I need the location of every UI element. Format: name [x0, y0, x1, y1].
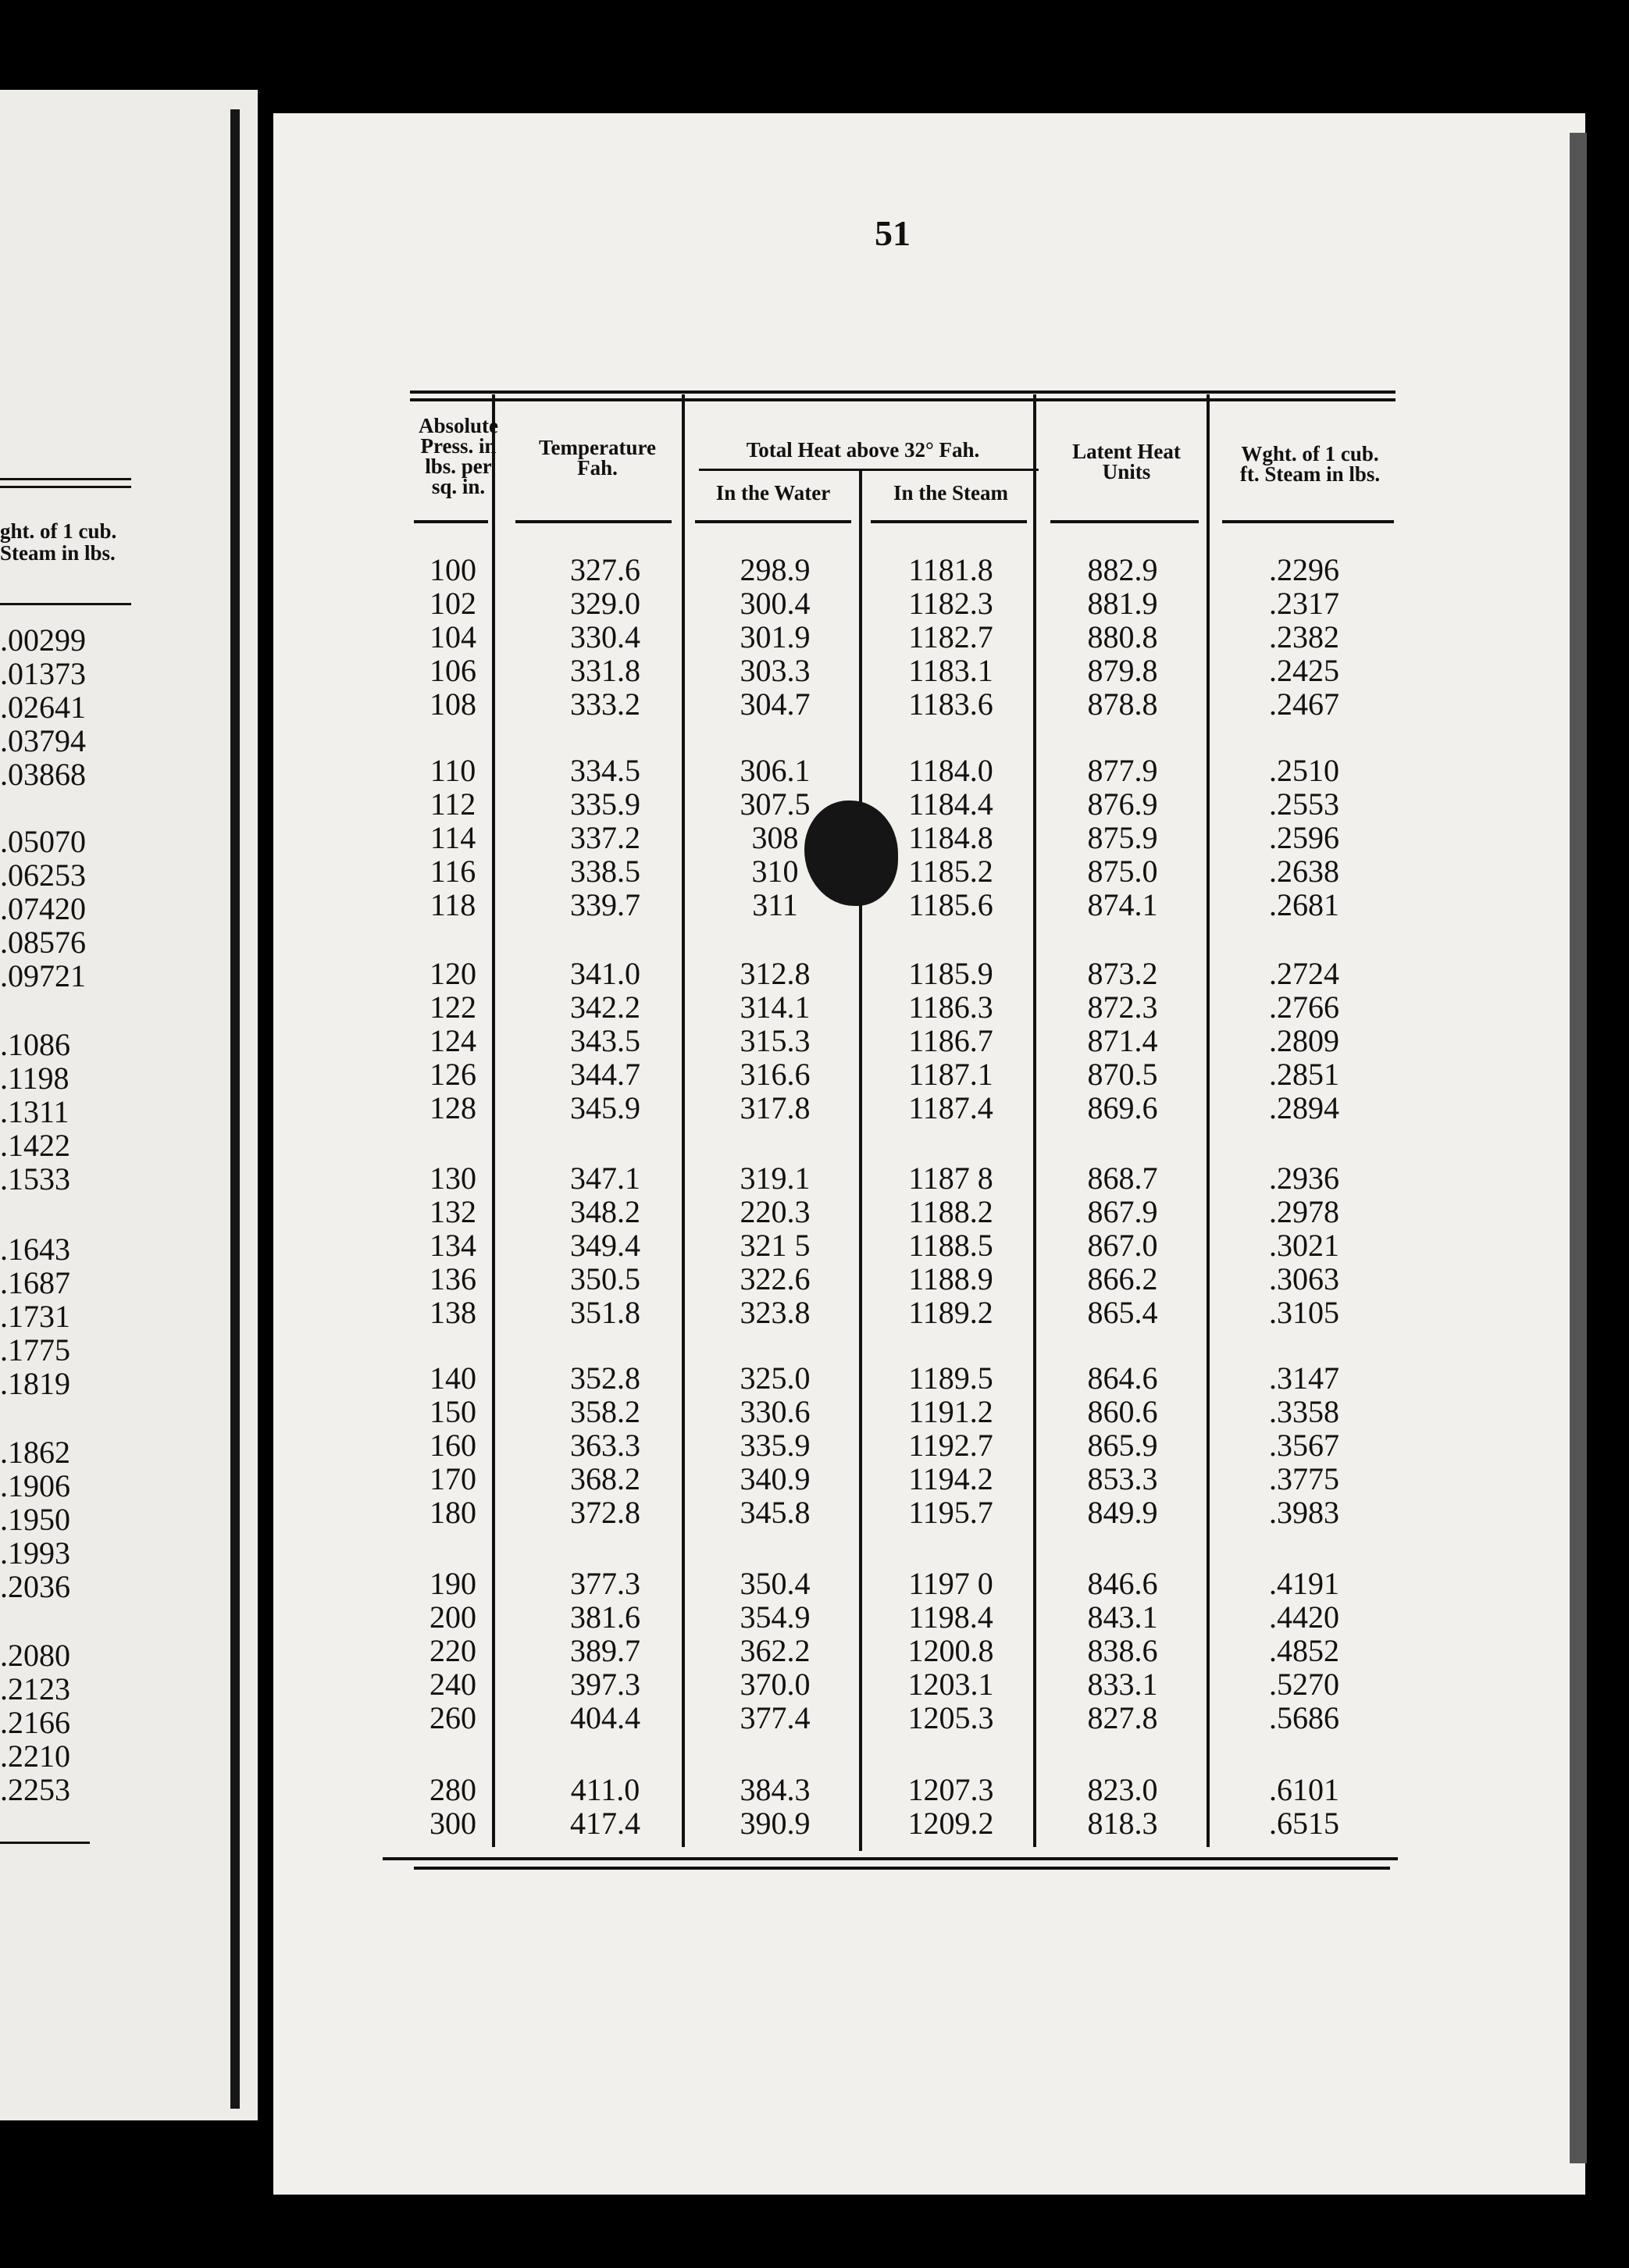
table-cell: 130 — [430, 1161, 476, 1196]
left-value: .2253 — [0, 1772, 70, 1807]
table-cell: 339.7 — [570, 887, 640, 922]
table-cell: .2296 — [1269, 552, 1339, 587]
left-column-header: ght. of 1 cub. Steam in lbs. — [0, 519, 117, 565]
left-value: .1687 — [0, 1265, 70, 1300]
table-cell: 340.9 — [740, 1461, 811, 1496]
header-underline — [414, 520, 488, 523]
table-cell: 870.5 — [1087, 1057, 1158, 1092]
table-cell: 1189.5 — [908, 1360, 993, 1396]
table-cell: .5686 — [1269, 1700, 1339, 1735]
table-cell: 397.3 — [570, 1667, 640, 1702]
table-cell: 150 — [430, 1394, 476, 1429]
table-cell: 1182.7 — [908, 619, 993, 654]
table-cell: 869.6 — [1087, 1090, 1158, 1125]
left-value: .03794 — [0, 723, 86, 758]
table-cell: 1188.2 — [908, 1194, 993, 1229]
table-cell: 823.0 — [1087, 1772, 1158, 1807]
table-cell: .2467 — [1269, 686, 1339, 722]
table-cell: 827.8 — [1087, 1700, 1158, 1735]
table-cell: .3105 — [1269, 1295, 1339, 1330]
table-cell: 220 — [430, 1633, 476, 1668]
table-cell: .2766 — [1269, 990, 1339, 1025]
table-cell: 868.7 — [1087, 1161, 1158, 1196]
table-cell: 345.9 — [570, 1090, 640, 1125]
left-value: .08576 — [0, 925, 86, 960]
table-cell: 1203.1 — [907, 1667, 994, 1702]
table-cell: 865.9 — [1087, 1428, 1158, 1463]
table-cell: 1181.8 — [908, 552, 993, 587]
table-cell: 315.3 — [740, 1023, 811, 1058]
left-value: .1086 — [0, 1027, 70, 1062]
table-cell: 301.9 — [740, 619, 811, 654]
table-cell: 865.4 — [1087, 1295, 1158, 1330]
header-total-heat: Total Heat above 32° Fah. — [746, 438, 980, 462]
table-cell: 124 — [430, 1023, 476, 1058]
table-cell: 311 — [752, 887, 798, 922]
table-cell: 308 — [751, 820, 799, 855]
table-cell: .3021 — [1269, 1228, 1339, 1263]
table-cell: 140 — [430, 1360, 476, 1396]
table-cell: 347.1 — [570, 1161, 640, 1196]
table-cell: 349.4 — [570, 1228, 640, 1263]
table-cell: 1184.0 — [908, 753, 993, 788]
table-cell: 319.1 — [740, 1161, 811, 1196]
table-cell: 871.4 — [1087, 1023, 1158, 1058]
table-cell: 372.8 — [570, 1495, 640, 1530]
left-value: .1311 — [0, 1094, 70, 1129]
header-underline — [1050, 520, 1199, 523]
table-cell: .2317 — [1269, 586, 1339, 621]
table-cell: 872.3 — [1087, 990, 1158, 1025]
table-cell: 352.8 — [570, 1360, 640, 1396]
left-value: .1950 — [0, 1502, 70, 1537]
table-cell: 335.9 — [740, 1428, 811, 1463]
left-value: .1993 — [0, 1535, 70, 1571]
table-cell: 846.6 — [1087, 1566, 1158, 1601]
table-cell: 1188.5 — [908, 1228, 993, 1263]
table-cell: 362.2 — [740, 1633, 811, 1668]
table-cell: 200 — [430, 1599, 476, 1635]
table-cell: 298.9 — [740, 552, 811, 587]
table-cell: 878.8 — [1087, 686, 1158, 722]
table-cell: .4420 — [1269, 1599, 1339, 1635]
left-value: .1643 — [0, 1232, 70, 1267]
table-cell: .4191 — [1269, 1566, 1339, 1601]
total-heat-subrule — [699, 469, 1039, 471]
table-cell: 180 — [430, 1495, 476, 1530]
header-underline — [515, 520, 672, 523]
table-cell: 1197 0 — [908, 1566, 993, 1601]
table-cell: 330.6 — [740, 1394, 811, 1429]
table-top-rule — [410, 390, 1396, 394]
table-cell: 122 — [430, 990, 476, 1025]
table-cell: 358.2 — [570, 1394, 640, 1429]
table-cell: 1191.2 — [908, 1394, 993, 1429]
left-value: .1819 — [0, 1366, 70, 1401]
table-cell: 1187.1 — [908, 1057, 993, 1092]
table-cell: 1205.3 — [907, 1700, 994, 1735]
table-cell: 132 — [430, 1194, 476, 1229]
table-cell: 833.1 — [1087, 1667, 1158, 1702]
left-value: .1533 — [0, 1161, 70, 1196]
table-cell: 116 — [430, 854, 476, 889]
column-rule — [492, 394, 495, 1847]
table-cell: 104 — [430, 619, 476, 654]
table-cell: 843.1 — [1087, 1599, 1158, 1635]
table-cell: 1192.7 — [908, 1428, 993, 1463]
table-cell: 330.4 — [570, 619, 640, 654]
table-cell: 882.9 — [1087, 552, 1158, 587]
table-cell: 343.5 — [570, 1023, 640, 1058]
table-cell: 876.9 — [1087, 786, 1158, 822]
left-value: .2166 — [0, 1705, 70, 1740]
table-cell: 370.0 — [740, 1667, 811, 1702]
left-value: .03868 — [0, 757, 86, 792]
table-cell: 335.9 — [570, 786, 640, 822]
table-cell: .2596 — [1269, 820, 1339, 855]
table-cell: 120 — [430, 956, 476, 991]
column-rule — [1033, 394, 1036, 1847]
table-cell: 874.1 — [1087, 887, 1158, 922]
table-cell: 404.4 — [570, 1700, 640, 1735]
header-latent-heat: Latent Heat Units — [1072, 440, 1181, 483]
table-top-rule — [410, 398, 1396, 401]
table-cell: .2809 — [1269, 1023, 1339, 1058]
table-cell: 337.2 — [570, 820, 640, 855]
left-value: .2123 — [0, 1671, 70, 1706]
table-cell: 345.8 — [740, 1495, 811, 1530]
page-edge — [1570, 133, 1587, 2163]
book-binding — [230, 109, 240, 2109]
table-cell: 102 — [430, 586, 476, 621]
table-bottom-rule — [383, 1857, 1398, 1860]
column-rule — [682, 394, 685, 1847]
table-cell: 381.6 — [570, 1599, 640, 1635]
table-cell: 875.0 — [1087, 854, 1158, 889]
left-value: .1906 — [0, 1468, 70, 1503]
left-table-rule — [0, 478, 131, 480]
table-cell: 411.0 — [570, 1772, 640, 1807]
table-cell: 110 — [430, 753, 476, 788]
table-cell: 329.0 — [570, 586, 640, 621]
header-underline — [871, 520, 1027, 523]
left-value: .1731 — [0, 1299, 70, 1334]
table-cell: 100 — [430, 552, 476, 587]
table-cell: .2894 — [1269, 1090, 1339, 1125]
left-value: .01373 — [0, 656, 86, 691]
table-cell: 1182.3 — [908, 586, 993, 621]
table-cell: 417.4 — [570, 1806, 640, 1841]
header-in-steam: In the Steam — [893, 481, 1008, 505]
left-value: .1862 — [0, 1435, 70, 1470]
table-cell: 1209.2 — [907, 1806, 994, 1841]
table-cell: .2382 — [1269, 619, 1339, 654]
table-cell: .3567 — [1269, 1428, 1339, 1463]
table-cell: 390.9 — [740, 1806, 811, 1841]
table-cell: 220.3 — [740, 1194, 811, 1229]
table-cell: 114 — [430, 820, 476, 855]
header-in-water: In the Water — [715, 481, 831, 505]
table-cell: .2553 — [1269, 786, 1339, 822]
table-cell: 867.9 — [1087, 1194, 1158, 1229]
table-cell: .4852 — [1269, 1633, 1339, 1668]
left-value: .05070 — [0, 824, 86, 859]
table-cell: 873.2 — [1087, 956, 1158, 991]
header-temperature: Temperature Fah. — [539, 436, 656, 480]
table-cell: 134 — [430, 1228, 476, 1263]
table-cell: 867.0 — [1087, 1228, 1158, 1263]
table-cell: .3983 — [1269, 1495, 1339, 1530]
table-bottom-rule — [414, 1867, 1390, 1870]
table-cell: 1187.4 — [908, 1090, 993, 1125]
left-value: .00299 — [0, 622, 86, 658]
table-cell: .2638 — [1269, 854, 1339, 889]
table-cell: 1200.8 — [907, 1633, 994, 1668]
table-cell: 304.7 — [740, 686, 811, 722]
table-cell: 314.1 — [740, 990, 811, 1025]
table-cell: 881.9 — [1087, 586, 1158, 621]
table-cell: 350.4 — [740, 1566, 811, 1601]
table-cell: 864.6 — [1087, 1360, 1158, 1396]
table-cell: 1195.7 — [908, 1495, 993, 1530]
table-cell: 860.6 — [1087, 1394, 1158, 1429]
table-cell: 323.8 — [740, 1295, 811, 1330]
table-cell: 325.0 — [740, 1360, 811, 1396]
table-cell: .3147 — [1269, 1360, 1339, 1396]
table-cell: 136 — [430, 1261, 476, 1296]
table-cell: 1185.2 — [908, 854, 993, 889]
table-cell: 342.2 — [570, 990, 640, 1025]
table-cell: .3063 — [1269, 1261, 1339, 1296]
table-cell: .6101 — [1269, 1772, 1339, 1807]
table-cell: 1194.2 — [908, 1461, 993, 1496]
table-cell: 334.5 — [570, 753, 640, 788]
table-cell: .6515 — [1269, 1806, 1339, 1841]
table-cell: 307.5 — [740, 786, 811, 822]
table-cell: 1186.3 — [908, 990, 993, 1025]
table-cell: .3775 — [1269, 1461, 1339, 1496]
table-cell: 853.3 — [1087, 1461, 1158, 1496]
table-cell: 351.8 — [570, 1295, 640, 1330]
table-cell: .2851 — [1269, 1057, 1339, 1092]
table-cell: .5270 — [1269, 1667, 1339, 1702]
table-cell: .3358 — [1269, 1394, 1339, 1429]
table-cell: .2936 — [1269, 1161, 1339, 1196]
table-cell: 350.5 — [570, 1261, 640, 1296]
table-cell: 160 — [430, 1428, 476, 1463]
header-pressure: Absolute Press. in lbs. per sq. in. — [418, 414, 498, 498]
table-cell: 1187 8 — [908, 1161, 993, 1196]
table-cell: 354.9 — [740, 1599, 811, 1635]
table-cell: 875.9 — [1087, 820, 1158, 855]
table-cell: 879.8 — [1087, 653, 1158, 688]
table-cell: 838.6 — [1087, 1633, 1158, 1668]
table-cell: .2724 — [1269, 956, 1339, 991]
table-cell: 1189.2 — [908, 1295, 993, 1330]
table-cell: 338.5 — [570, 854, 640, 889]
table-cell: 310 — [751, 854, 799, 889]
table-cell: 128 — [430, 1090, 476, 1125]
table-cell: 880.8 — [1087, 619, 1158, 654]
table-cell: .2978 — [1269, 1194, 1339, 1229]
header-underline — [695, 520, 851, 523]
table-cell: 321 5 — [740, 1228, 811, 1263]
left-value: .1422 — [0, 1128, 70, 1163]
table-cell: 377.4 — [740, 1700, 811, 1735]
left-value: .06253 — [0, 858, 86, 893]
left-value: .09721 — [0, 958, 86, 993]
table-cell: .2681 — [1269, 887, 1339, 922]
left-table-rule — [0, 486, 131, 488]
table-cell: 1185.9 — [908, 956, 993, 991]
table-cell: .2510 — [1269, 753, 1339, 788]
table-cell: 389.7 — [570, 1633, 640, 1668]
table-cell: 280 — [430, 1772, 476, 1807]
table-cell: 303.3 — [740, 653, 811, 688]
table-cell: 866.2 — [1087, 1261, 1158, 1296]
table-cell: 317.8 — [740, 1090, 811, 1125]
table-cell: 341.0 — [570, 956, 640, 991]
left-header-rule — [0, 603, 131, 605]
table-cell: 170 — [430, 1461, 476, 1496]
table-cell: 1183.6 — [908, 686, 993, 722]
table-cell: 118 — [430, 887, 476, 922]
table-cell: 344.7 — [570, 1057, 640, 1092]
table-cell: 331.8 — [570, 653, 640, 688]
left-value: .2210 — [0, 1738, 70, 1774]
table-cell: 1207.3 — [907, 1772, 994, 1807]
column-rule — [1207, 394, 1210, 1847]
table-cell: 1184.4 — [908, 786, 993, 822]
table-cell: 126 — [430, 1057, 476, 1092]
table-cell: 106 — [430, 653, 476, 688]
header-underline — [1222, 520, 1394, 523]
table-cell: 1184.8 — [908, 820, 993, 855]
table-cell: 316.6 — [740, 1057, 811, 1092]
table-cell: 1188.9 — [908, 1261, 993, 1296]
table-cell: 1198.4 — [908, 1599, 993, 1635]
table-cell: 190 — [430, 1566, 476, 1601]
table-cell: 112 — [430, 786, 476, 822]
column-rule — [859, 469, 862, 1851]
table-cell: 1185.6 — [908, 887, 993, 922]
table-cell: 322.6 — [740, 1261, 811, 1296]
left-value: .2036 — [0, 1569, 70, 1604]
table-cell: 260 — [430, 1700, 476, 1735]
left-value: .07420 — [0, 891, 86, 926]
table-cell: 384.3 — [740, 1772, 811, 1807]
left-value: .1775 — [0, 1332, 70, 1368]
table-cell: 377.3 — [570, 1566, 640, 1601]
table-cell: 348.2 — [570, 1194, 640, 1229]
table-cell: .2425 — [1269, 653, 1339, 688]
table-cell: 312.8 — [740, 956, 811, 991]
table-cell: 333.2 — [570, 686, 640, 722]
table-cell: 300 — [430, 1806, 476, 1841]
table-cell: 877.9 — [1087, 753, 1158, 788]
left-value: .2080 — [0, 1638, 70, 1673]
table-cell: 1186.7 — [908, 1023, 993, 1058]
table-cell: 363.3 — [570, 1428, 640, 1463]
table-cell: 108 — [430, 686, 476, 722]
table-cell: 306.1 — [740, 753, 811, 788]
left-value: .02641 — [0, 690, 86, 725]
table-cell: 138 — [430, 1295, 476, 1330]
table-cell: 368.2 — [570, 1461, 640, 1496]
table-cell: 1183.1 — [908, 653, 993, 688]
header-weight: Wght. of 1 cub. ft. Steam in lbs. — [1239, 442, 1381, 486]
page-number: 51 — [875, 213, 911, 253]
left-bottom-rule — [0, 1842, 90, 1844]
left-value: .1198 — [0, 1061, 70, 1096]
table-cell: 818.3 — [1087, 1806, 1158, 1841]
table-cell: 849.9 — [1087, 1495, 1158, 1530]
table-cell: 327.6 — [570, 552, 640, 587]
table-cell: 300.4 — [740, 586, 811, 621]
table-cell: 240 — [430, 1667, 476, 1702]
